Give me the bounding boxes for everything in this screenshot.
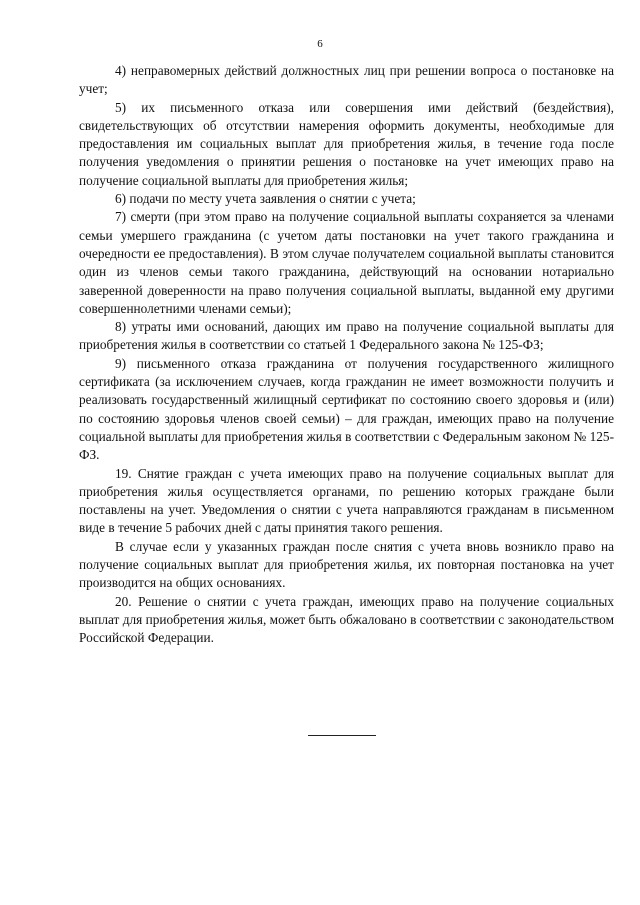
end-separator-line <box>308 735 376 736</box>
paragraph-item-7: 7) смерти (при этом право на получение социальной выплаты сохраняется за членами семьи умершего гражданина (с учетом даты постановки на учет такого гражданина и очередности ее предоставления). В этом случае получателем социальной выплаты становится один из членов семьи такого гражданина, действующий на основании нотариально заверенной доверенности на право получения социальной выплаты, выданной ему другими совершеннолетними членами семьи); <box>79 209 614 316</box>
page-number: 6 <box>317 38 323 50</box>
paragraph-clause-20: 20. Решение о снятии с учета граждан, имеющих право на получение социальных выплат для приобретения жилья, может быть обжаловано в соответствии с законодательством Российской Федерации. <box>79 593 614 646</box>
document-body <box>79 62 614 648</box>
paragraph-clause-19-continuation: В случае если у указанных граждан после снятия с учета вновь возникло право на получение социальных выплат для приобретения жилья, их повторная постановка на учет производится на общих основаниях. <box>79 538 614 591</box>
paragraph-item-4: 4) неправомерных действий должностных лиц при решении вопроса о постановке на учет; <box>79 63 614 97</box>
paragraph-item-8: 8) утраты ими оснований, дающих им право на получение социальной выплаты для приобретения жилья в соответствии со статьей 1 Федерального закона № 125-ФЗ; <box>79 319 614 353</box>
paragraph-item-5: 5) их письменного отказа или совершения ими действий (бездействия), свидетельствующих об отсутствии намерения оформить документы, необходимые для предоставления им социальных выплат для приобретения жилья, в течение года после получения уведомления о принятии решения о постановке на учет имеющих право на получение социальной выплаты для приобретения жилья; <box>79 99 614 188</box>
paragraph-item-9: 9) письменного отказа гражданина от получения государственного жилищного сертификата (за исключением случаев, когда гражданин не имеет возможности получить и реализовать государственный жилищный сертификат по состоянию своего здоровья и (или) по состоянию здоровья членов своей семьи) – для граждан, имеющих право на получение социальной выплаты для приобретения жилья в соответствии с Федеральным законом № 125-ФЗ. <box>79 355 614 463</box>
paragraph-item-6: 6) подачи по месту учета заявления о снятии с учета; <box>115 191 416 207</box>
paragraph-clause-19: 19. Снятие граждан с учета имеющих право на получение социальных выплат для приобретения жилья осуществляется органами, по решению которых граждане были поставлены на учет. Уведомления о снятии с учета направляются гражданам в письменном виде в течение 5 рабочих дней с даты принятия такого решения. <box>79 465 614 536</box>
